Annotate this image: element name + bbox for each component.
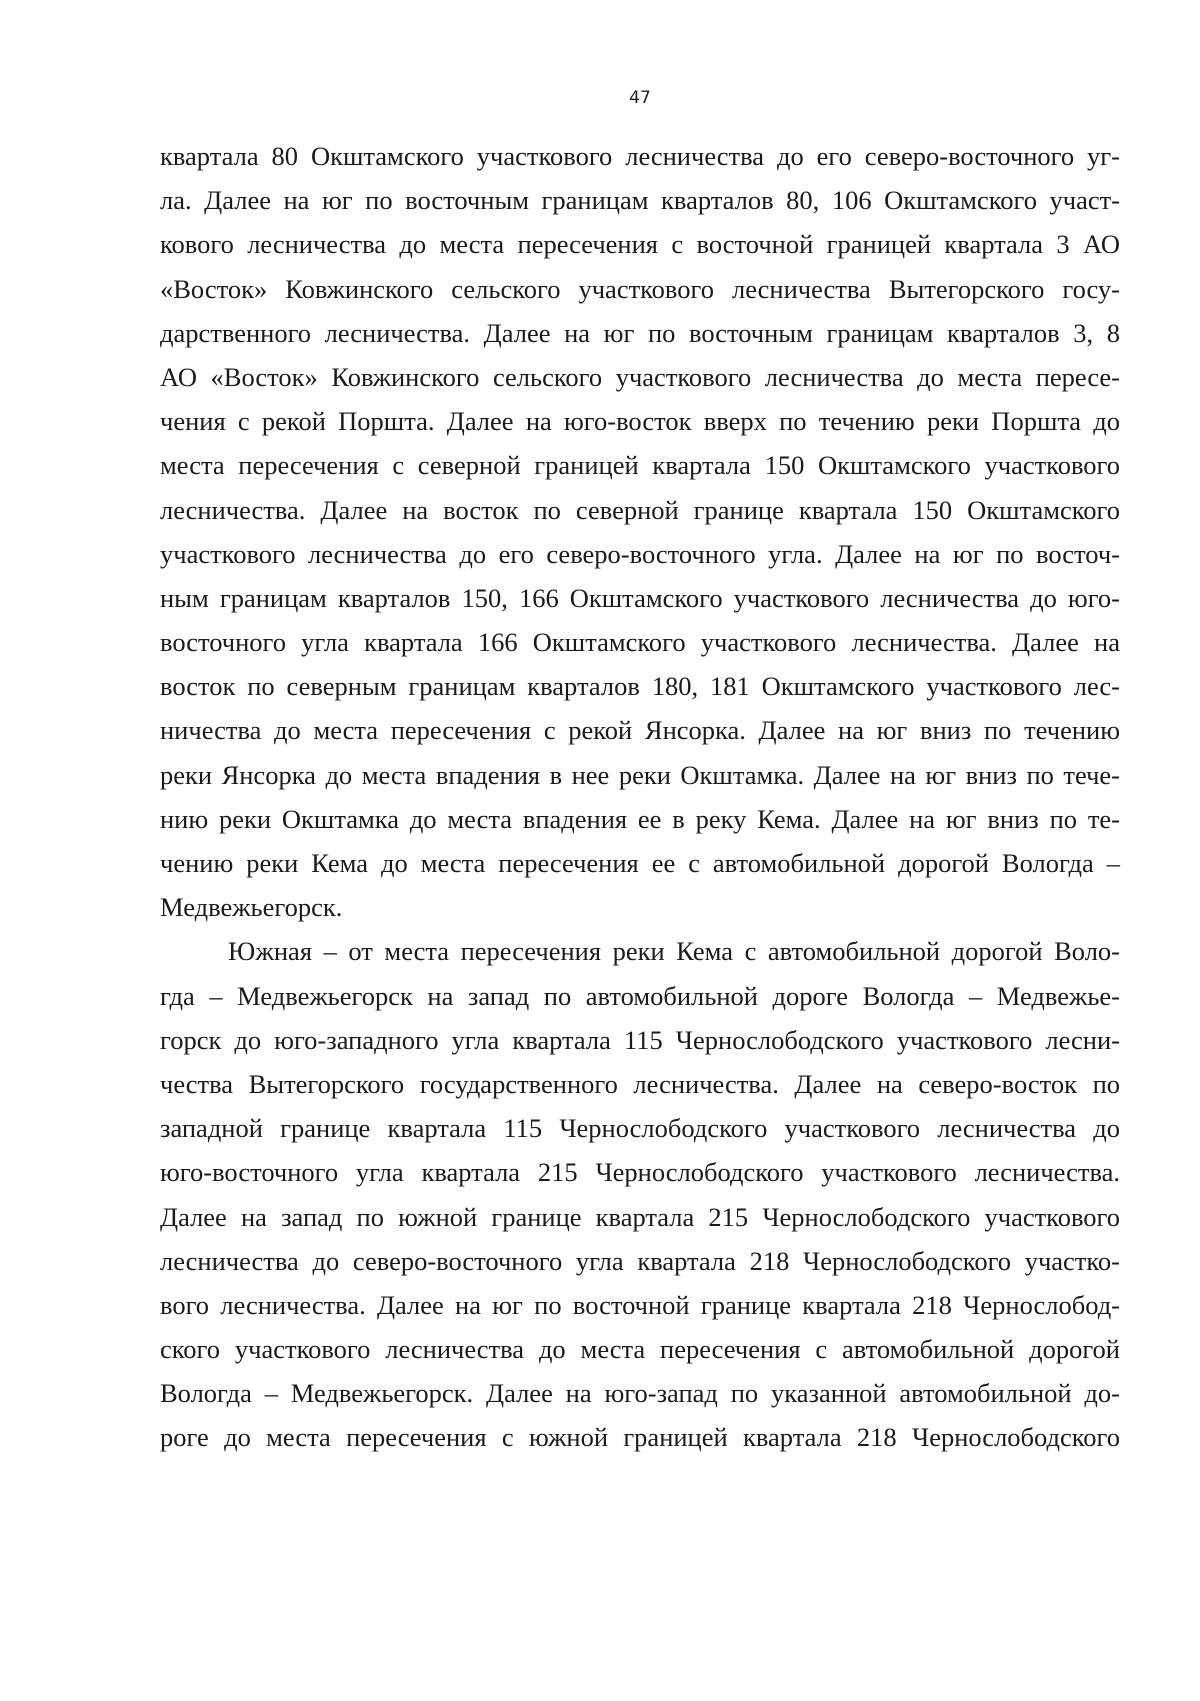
text-line: восточного угла квартала 166 Окштамского участкового лесничества. Далее на [160,627,1120,658]
text-line: юго-восточного угла квартала 215 Чернослободского участкового лесничества. [160,1157,1120,1188]
text-line: нию реки Окштамка до места впадения ее в реку Кема. Далее на юг вниз по те- [160,803,1120,834]
text-line: АО «Восток» Ковжинского сельского участкового лесничества до места пересе- [160,361,1120,392]
text-line: реки Янсорка до места впадения в нее реки Окштамка. Далее на юг вниз по тече- [160,759,1120,790]
text-line: горск до юго-западного угла квартала 115 Чернослободского участкового лесни- [160,1024,1120,1055]
text-line: Медвежьегорск. [160,892,343,923]
text-line: «Восток» Ковжинского сельского участкового лесничества Вытегорского госу- [160,273,1120,304]
text-line: ского участкового лесничества до места пересечения с автомобильной дорогой [160,1334,1120,1365]
paragraph-south-boundary [160,929,1120,1459]
text-line: дарственного лесничества. Далее на юг по восточным границам кварталов 3, 8 [160,317,1120,348]
body-text [160,134,1120,1460]
text-line: Южная – от места пересечения реки Кема с автомобильной дорогой Воло- [228,936,1120,967]
text-line: чению реки Кема до места пересечения ее с автомобильной дорогой Вологда – [160,848,1120,878]
text-line: ничества до места пересечения с рекой Янсорка. Далее на юг вниз по течению [160,715,1120,746]
text-line: восток по северным границам кварталов 180, 181 Окштамского участкового лес- [160,671,1120,702]
text-line: участкового лесничества до его северо-восточного угла. Далее на юг по восточ- [160,538,1120,569]
paragraph-north-east-boundary [160,134,1120,929]
text-line: лесничества. Далее на восток по северной границе квартала 150 Окштамского [160,494,1120,525]
text-line: места пересечения с северной границей квартала 150 Окштамского участкового [160,450,1120,481]
text-line: ла. Далее на юг по восточным границам кварталов 80, 106 Окштамского участ- [160,185,1120,216]
text-line: чества Вытегорского государственного лесничества. Далее на северо-восток по [160,1068,1120,1099]
text-line: кового лесничества до места пересечения с восточной границей квартала 3 АО [160,229,1120,260]
text-line: гда – Медвежьегорск на запад по автомобильной дороге Вологда – Медвежье- [160,980,1120,1011]
text-line: лесничества до северо-восточного угла квартала 218 Чернослободского участко- [160,1245,1120,1276]
text-line: чения с рекой Поршта. Далее на юго-восток вверх по течению реки Поршта до [160,406,1120,437]
text-line: ным границам кварталов 150, 166 Окштамского участкового лесничества до юго- [160,582,1120,613]
page-number: 47 [629,88,651,108]
text-line: роге до места пересечения с южной границей квартала 218 Чернослободского [160,1422,1120,1453]
text-line: вого лесничества. Далее на юг по восточной границе квартала 218 Чернослобод- [160,1289,1120,1320]
text-line: Вологда – Медвежьегорск. Далее на юго-запад по указанной автомобильной до- [160,1378,1120,1409]
text-line: Далее на запад по южной границе квартала 215 Чернослободского участкового [160,1201,1120,1232]
text-line: западной границе квартала 115 Чернослободского участкового лесничества до [160,1113,1120,1144]
text-line: квартала 80 Окштамского участкового лесничества до его северо-восточного уг- [160,141,1120,171]
